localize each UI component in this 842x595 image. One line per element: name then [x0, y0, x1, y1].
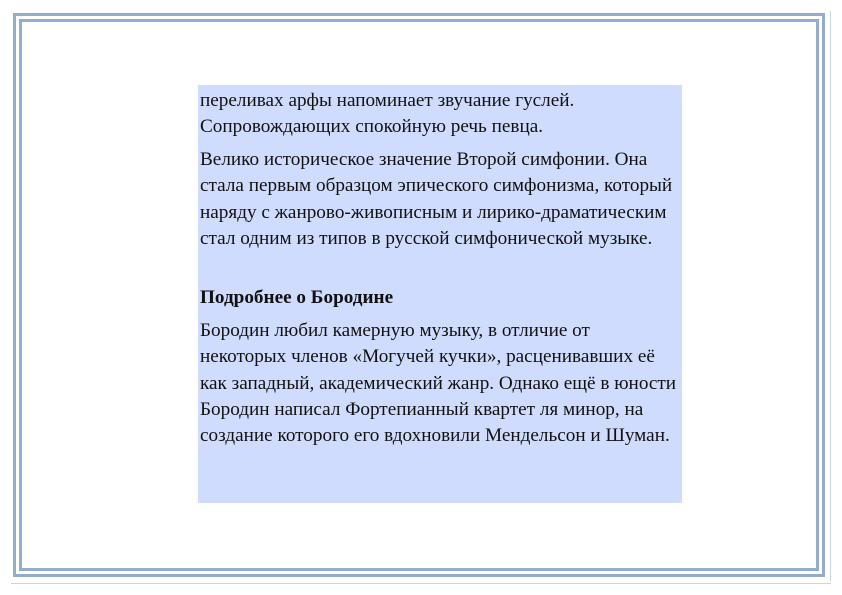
paragraph-intro: переливах арфы напоминает звучание гуслей. Сопровождающих спокойную речь певца.: [200, 90, 575, 138]
frame-shadow-right: [830, 11, 831, 581]
section-heading: Подробнее о Бородине: [200, 287, 394, 309]
frame-shadow-bottom: [11, 583, 831, 584]
text-block: [198, 85, 682, 503]
paragraph-borodin: Бородин любил камерную музыку, в отличие от некоторых членов «Могучей кучки», расценивавших её как западный, академический жанр. Однако ещё в юности Бородин написал Фортепианный квартет ля минор, на создание которого его вдохновили Мендельсон и Шуман.: [200, 319, 677, 447]
paragraph-significance: Велико историческое значение Второй симфонии. Она стала первым образцом эпического симфонизма, который наряду с жанрово-живописным и лирико-драматическим стал одним из типов в русской симфонической музыке.: [200, 148, 673, 250]
